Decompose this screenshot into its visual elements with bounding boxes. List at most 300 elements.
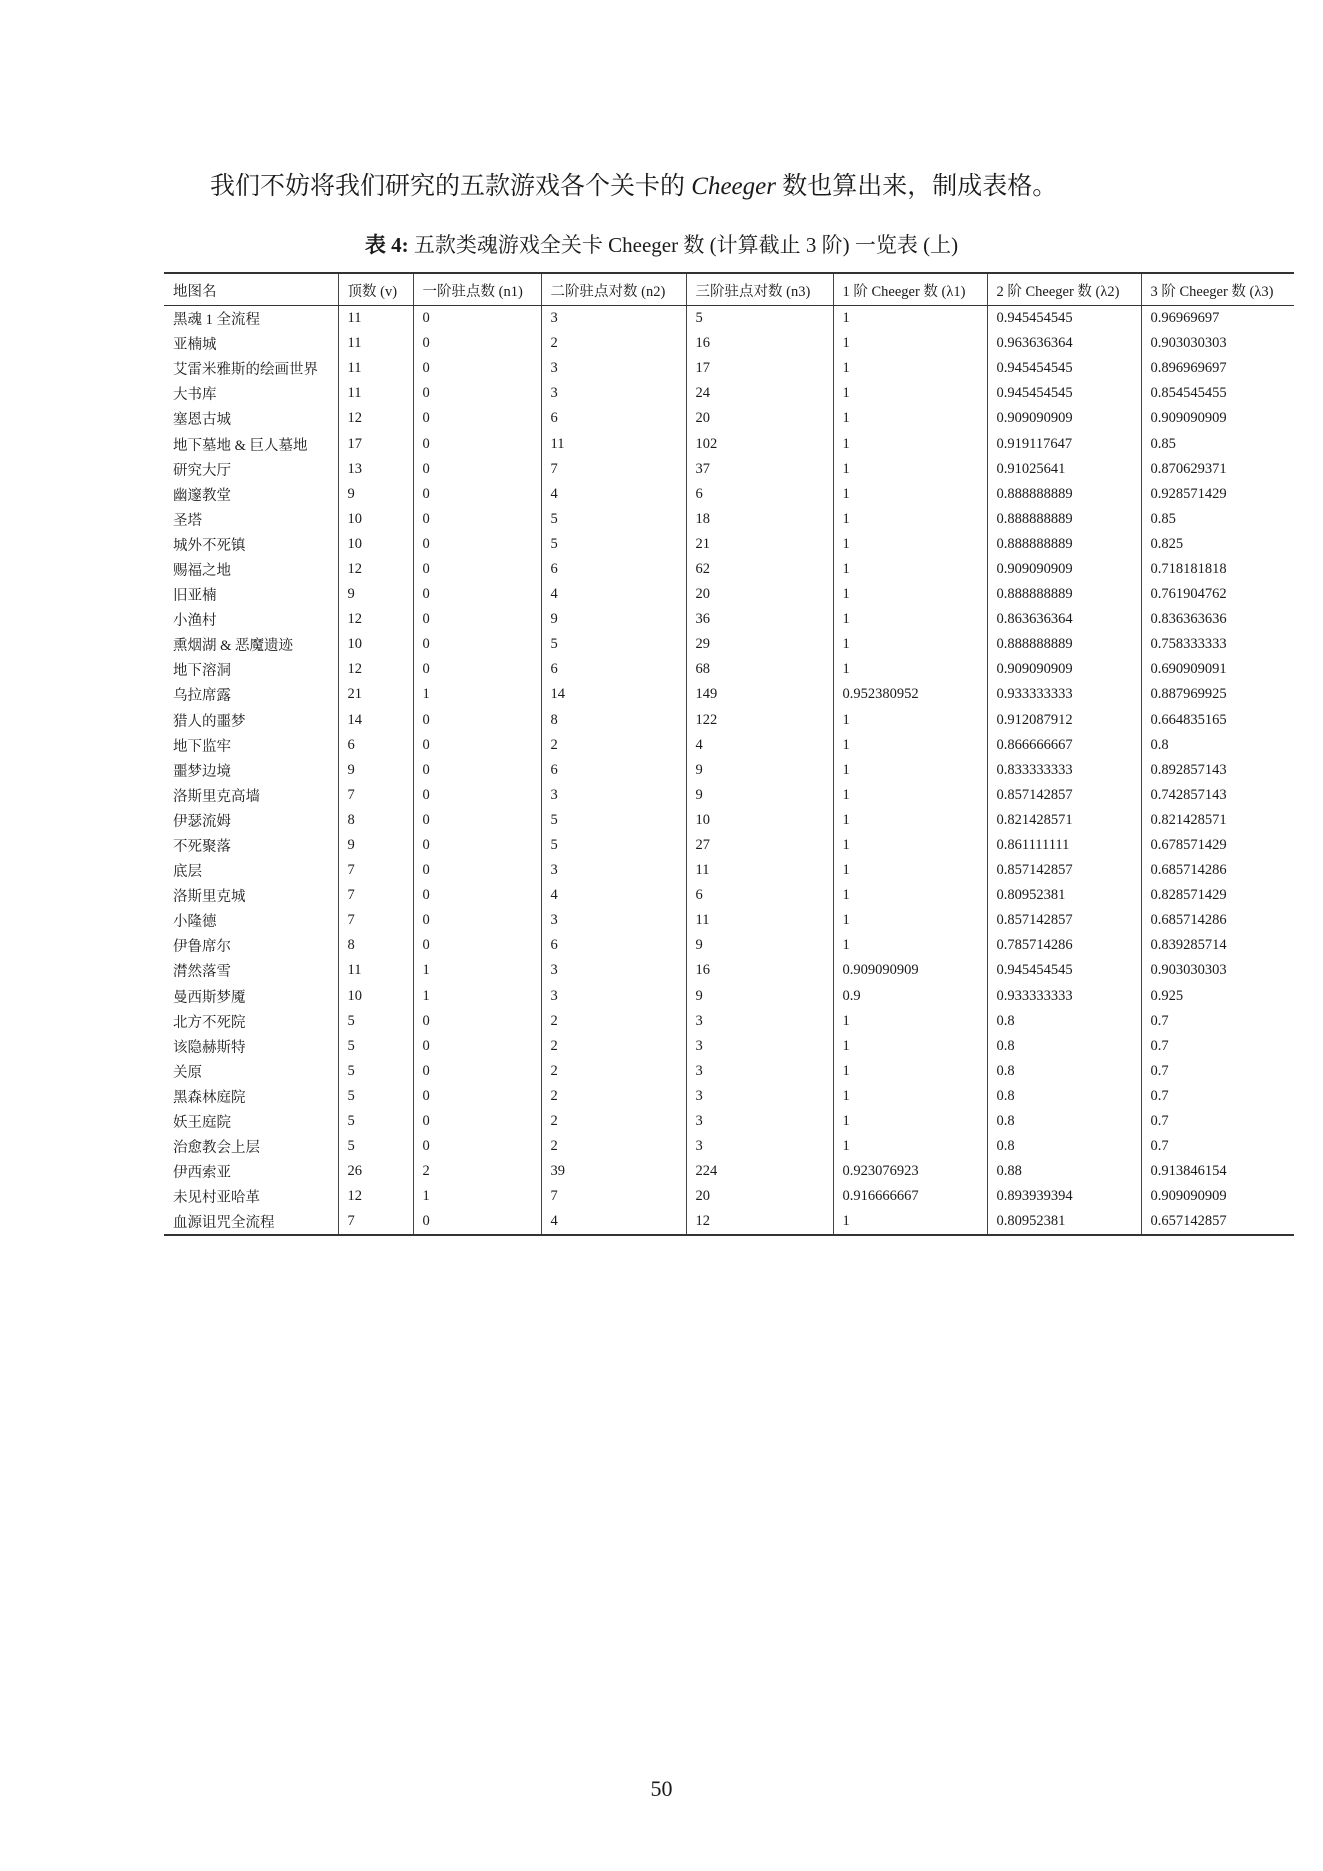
table-row	[164, 1009, 1294, 1034]
table-row	[164, 1059, 1294, 1084]
cell-lambda2: 0.866666667	[987, 733, 1141, 758]
cell-n3: 9	[686, 984, 833, 1009]
cell-lambda2: 0.912087912	[987, 708, 1141, 733]
cell-lambda3: 0.758333333	[1141, 632, 1294, 657]
cell-lambda1: 1	[833, 758, 987, 783]
cell-lambda1: 1	[833, 883, 987, 908]
cell-n2: 39	[541, 1159, 686, 1184]
cell-lambda1: 1	[833, 833, 987, 858]
cell-lambda1: 1	[833, 457, 987, 482]
table-row	[164, 783, 1294, 808]
cell-map-name: 熏烟湖 & 恶魔遗迹	[173, 638, 294, 655]
cell-lambda3: 0.892857143	[1141, 758, 1294, 783]
cell-map-name: 小渔村	[173, 613, 217, 630]
intro-term: Cheeger	[691, 173, 776, 200]
cell-map-name: 噩梦边境	[173, 763, 231, 780]
cell-n3: 12	[686, 1209, 833, 1235]
cell-n2: 2	[541, 1034, 686, 1059]
cell-lambda2: 0.833333333	[987, 758, 1141, 783]
cell-vertex-count: 9	[338, 582, 413, 607]
cell-n3: 27	[686, 833, 833, 858]
cell-lambda3: 0.96969697	[1141, 306, 1294, 332]
cell-n2: 4	[541, 482, 686, 507]
table-caption-text: 五款类魂游戏全关卡 Cheeger 数 (计算截止 3 阶) 一览表 (上)	[408, 233, 959, 257]
cell-lambda2: 0.963636364	[987, 331, 1141, 356]
cell-vertex-count: 14	[338, 708, 413, 733]
cell-map-name: 曼西斯梦魇	[173, 989, 246, 1006]
cell-lambda1: 1	[833, 356, 987, 381]
cell-map-name: 该隐赫斯特	[173, 1039, 246, 1056]
cell-n1: 0	[413, 783, 541, 808]
cell-vertex-count: 12	[338, 607, 413, 632]
cell-vertex-count: 11	[338, 306, 413, 332]
cell-lambda3: 0.903030303	[1141, 958, 1294, 983]
cell-lambda1: 0.923076923	[833, 1159, 987, 1184]
cell-map-name: 黑魂 1 全流程	[173, 312, 260, 329]
cell-lambda1: 1	[833, 1209, 987, 1235]
cell-map-name: 伊鲁席尔	[173, 939, 231, 956]
cell-n3: 224	[686, 1159, 833, 1184]
cell-n1: 0	[413, 557, 541, 582]
table-row	[164, 482, 1294, 507]
table-row	[164, 833, 1294, 858]
table-row	[164, 431, 1294, 456]
cell-lambda1: 1	[833, 733, 987, 758]
cell-map-name: 赐福之地	[173, 562, 231, 579]
cell-vertex-count: 11	[338, 331, 413, 356]
cell-vertex-count: 6	[338, 733, 413, 758]
cell-vertex-count: 9	[338, 482, 413, 507]
cell-lambda2: 0.857142857	[987, 908, 1141, 933]
cell-n2: 14	[541, 682, 686, 707]
cell-n2: 7	[541, 1184, 686, 1209]
cell-lambda1: 1	[833, 632, 987, 657]
cell-n2: 2	[541, 1009, 686, 1034]
cell-lambda3: 0.7	[1141, 1059, 1294, 1084]
cell-n3: 3	[686, 1034, 833, 1059]
cell-n3: 3	[686, 1009, 833, 1034]
cell-lambda1: 1	[833, 557, 987, 582]
cell-lambda1: 1	[833, 406, 987, 431]
cell-lambda3: 0.7	[1141, 1009, 1294, 1034]
cell-lambda3: 0.839285714	[1141, 933, 1294, 958]
table-row	[164, 808, 1294, 833]
table-caption	[0, 230, 1323, 260]
cell-n2: 6	[541, 933, 686, 958]
cell-n3: 17	[686, 356, 833, 381]
cell-lambda3: 0.7	[1141, 1109, 1294, 1134]
cell-map-name: 关原	[173, 1064, 202, 1081]
cell-map-name: 研究大厅	[173, 462, 231, 479]
cell-lambda1: 1	[833, 908, 987, 933]
cell-lambda1: 0.9	[833, 984, 987, 1009]
cell-map-name: 伊瑟流姆	[173, 813, 231, 830]
cell-n1: 0	[413, 833, 541, 858]
cell-lambda2: 0.8	[987, 1009, 1141, 1034]
cell-vertex-count: 5	[338, 1059, 413, 1084]
cell-lambda3: 0.903030303	[1141, 331, 1294, 356]
cell-map-name: 不死聚落	[173, 839, 231, 856]
cell-n1: 0	[413, 1034, 541, 1059]
cell-n1: 0	[413, 733, 541, 758]
cell-lambda2: 0.945454545	[987, 958, 1141, 983]
cell-n2: 4	[541, 883, 686, 908]
cell-lambda2: 0.919117647	[987, 431, 1141, 456]
cell-n1: 0	[413, 1009, 541, 1034]
cell-lambda1: 1	[833, 381, 987, 406]
cell-lambda1: 1	[833, 808, 987, 833]
cell-map-name: 底层	[173, 864, 202, 881]
cell-vertex-count: 11	[338, 381, 413, 406]
cell-n3: 24	[686, 381, 833, 406]
cell-n1: 0	[413, 883, 541, 908]
header-cheeger-1: 1 阶 Cheeger 数 (λ1)	[833, 273, 987, 306]
cell-map-name: 妖王庭院	[173, 1115, 231, 1132]
cell-n1: 0	[413, 431, 541, 456]
cell-lambda1: 1	[833, 1009, 987, 1034]
cell-n2: 3	[541, 783, 686, 808]
cell-n3: 16	[686, 958, 833, 983]
cell-lambda1: 1	[833, 1034, 987, 1059]
cell-lambda2: 0.857142857	[987, 783, 1141, 808]
cell-n1: 0	[413, 1134, 541, 1159]
cell-n3: 10	[686, 808, 833, 833]
table-header-row	[164, 273, 1294, 306]
cell-n3: 3	[686, 1059, 833, 1084]
cell-lambda2: 0.80952381	[987, 1209, 1141, 1235]
cell-lambda1: 1	[833, 306, 987, 332]
cell-vertex-count: 7	[338, 908, 413, 933]
cell-lambda1: 1	[833, 858, 987, 883]
cell-n2: 5	[541, 532, 686, 557]
table-row	[164, 1209, 1294, 1235]
cell-n3: 102	[686, 431, 833, 456]
cell-map-name: 小隆德	[173, 914, 217, 931]
cell-vertex-count: 5	[338, 1084, 413, 1109]
table-row	[164, 381, 1294, 406]
cell-n3: 20	[686, 582, 833, 607]
cell-map-name: 艾雷米雅斯的绘画世界	[173, 362, 318, 379]
cell-n3: 5	[686, 306, 833, 332]
cell-n1: 0	[413, 933, 541, 958]
cell-lambda2: 0.821428571	[987, 808, 1141, 833]
cell-n1: 0	[413, 381, 541, 406]
table-row	[164, 557, 1294, 582]
cell-lambda3: 0.657142857	[1141, 1209, 1294, 1235]
cell-lambda2: 0.945454545	[987, 356, 1141, 381]
table-row	[164, 758, 1294, 783]
cell-lambda3: 0.828571429	[1141, 883, 1294, 908]
cell-lambda3: 0.887969925	[1141, 682, 1294, 707]
cell-lambda1: 1	[833, 708, 987, 733]
cell-map-name: 地下溶洞	[173, 663, 231, 680]
table-row	[164, 657, 1294, 682]
cell-n1: 2	[413, 1159, 541, 1184]
cell-lambda3: 0.913846154	[1141, 1159, 1294, 1184]
cell-n3: 6	[686, 883, 833, 908]
cell-vertex-count: 13	[338, 457, 413, 482]
cell-n3: 20	[686, 406, 833, 431]
cell-lambda2: 0.91025641	[987, 457, 1141, 482]
intro-paragraph	[210, 170, 1057, 204]
cell-lambda2: 0.863636364	[987, 607, 1141, 632]
cell-n2: 6	[541, 657, 686, 682]
cell-n3: 16	[686, 331, 833, 356]
cell-lambda1: 1	[833, 933, 987, 958]
table-row	[164, 883, 1294, 908]
cell-n1: 0	[413, 1209, 541, 1235]
table-row	[164, 406, 1294, 431]
cell-n1: 0	[413, 356, 541, 381]
cell-lambda1: 1	[833, 783, 987, 808]
cell-n2: 3	[541, 984, 686, 1009]
cell-lambda3: 0.870629371	[1141, 457, 1294, 482]
cell-lambda3: 0.821428571	[1141, 808, 1294, 833]
cell-n1: 0	[413, 808, 541, 833]
cell-vertex-count: 8	[338, 933, 413, 958]
cell-lambda2: 0.861111111	[987, 833, 1141, 858]
cell-map-name: 地下墓地 & 巨人墓地	[173, 437, 308, 454]
cell-n2: 11	[541, 431, 686, 456]
cell-n3: 68	[686, 657, 833, 682]
table-row	[164, 356, 1294, 381]
table-caption-label: 表 4:	[364, 233, 409, 257]
table-row	[164, 507, 1294, 532]
cell-n3: 9	[686, 933, 833, 958]
table-row	[164, 532, 1294, 557]
table-row	[164, 632, 1294, 657]
cell-vertex-count: 7	[338, 858, 413, 883]
cell-n1: 0	[413, 708, 541, 733]
cell-lambda1: 1	[833, 532, 987, 557]
cell-n2: 9	[541, 607, 686, 632]
cell-n1: 0	[413, 582, 541, 607]
cheeger-table	[164, 272, 1294, 1236]
cell-map-name: 大书库	[173, 387, 217, 404]
cell-n2: 5	[541, 833, 686, 858]
cell-n1: 0	[413, 457, 541, 482]
cell-n1: 0	[413, 908, 541, 933]
cell-n2: 2	[541, 1134, 686, 1159]
cell-lambda3: 0.690909091	[1141, 657, 1294, 682]
table-row	[164, 682, 1294, 707]
cell-lambda3: 0.7	[1141, 1084, 1294, 1109]
cell-map-name: 塞恩古城	[173, 412, 231, 429]
cell-lambda2: 0.888888889	[987, 632, 1141, 657]
cell-n2: 6	[541, 758, 686, 783]
cell-n2: 5	[541, 507, 686, 532]
cell-n3: 149	[686, 682, 833, 707]
cell-lambda1: 1	[833, 582, 987, 607]
cell-lambda2: 0.8	[987, 1134, 1141, 1159]
cell-n3: 4	[686, 733, 833, 758]
cell-map-name: 潸然落雪	[173, 964, 231, 981]
cell-lambda3: 0.664835165	[1141, 708, 1294, 733]
cell-n1: 0	[413, 1109, 541, 1134]
cell-lambda3: 0.718181818	[1141, 557, 1294, 582]
table-row	[164, 1134, 1294, 1159]
cell-n2: 2	[541, 1059, 686, 1084]
table-row	[164, 908, 1294, 933]
table-row	[164, 933, 1294, 958]
header-first-order-stationary: 一阶驻点数 (n1)	[413, 273, 541, 306]
cell-vertex-count: 11	[338, 356, 413, 381]
cell-vertex-count: 12	[338, 1184, 413, 1209]
table-row	[164, 958, 1294, 983]
cell-lambda3: 0.85	[1141, 431, 1294, 456]
table-row	[164, 457, 1294, 482]
cell-n3: 21	[686, 532, 833, 557]
cell-n3: 29	[686, 632, 833, 657]
intro-text-before: 我们不妨将我们研究的五款游戏各个关卡的	[210, 173, 692, 200]
cell-n1: 0	[413, 507, 541, 532]
cell-lambda3: 0.761904762	[1141, 582, 1294, 607]
cell-n1: 1	[413, 682, 541, 707]
cell-vertex-count: 9	[338, 758, 413, 783]
cell-vertex-count: 5	[338, 1034, 413, 1059]
table-row	[164, 1159, 1294, 1184]
cell-lambda3: 0.742857143	[1141, 783, 1294, 808]
cell-n3: 20	[686, 1184, 833, 1209]
cell-lambda2: 0.785714286	[987, 933, 1141, 958]
cell-lambda2: 0.888888889	[987, 482, 1141, 507]
cell-lambda3: 0.7	[1141, 1134, 1294, 1159]
cell-lambda3: 0.836363636	[1141, 607, 1294, 632]
cell-n2: 6	[541, 406, 686, 431]
cell-lambda3: 0.685714286	[1141, 908, 1294, 933]
cell-n2: 8	[541, 708, 686, 733]
cell-lambda1: 1	[833, 657, 987, 682]
cell-map-name: 乌拉席露	[173, 688, 231, 705]
table-row	[164, 708, 1294, 733]
intro-text-after: 数也算出来，制成表格。	[775, 173, 1058, 200]
cell-n2: 3	[541, 958, 686, 983]
table-row	[164, 1184, 1294, 1209]
cell-lambda1: 1	[833, 331, 987, 356]
cell-lambda3: 0.825	[1141, 532, 1294, 557]
cell-n3: 37	[686, 457, 833, 482]
cell-vertex-count: 10	[338, 632, 413, 657]
cell-lambda2: 0.888888889	[987, 532, 1141, 557]
cell-n3: 18	[686, 507, 833, 532]
cell-lambda2: 0.888888889	[987, 582, 1141, 607]
cell-lambda3: 0.909090909	[1141, 1184, 1294, 1209]
cell-vertex-count: 11	[338, 958, 413, 983]
header-cheeger-2: 2 阶 Cheeger 数 (λ2)	[987, 273, 1141, 306]
cell-lambda2: 0.909090909	[987, 406, 1141, 431]
cell-lambda1: 1	[833, 1059, 987, 1084]
cell-lambda1: 1	[833, 1134, 987, 1159]
cell-n2: 4	[541, 1209, 686, 1235]
cell-n2: 2	[541, 1109, 686, 1134]
cell-n1: 0	[413, 306, 541, 332]
cell-vertex-count: 10	[338, 984, 413, 1009]
cell-lambda1: 0.909090909	[833, 958, 987, 983]
table-row	[164, 331, 1294, 356]
cell-vertex-count: 10	[338, 507, 413, 532]
cell-n3: 36	[686, 607, 833, 632]
cell-vertex-count: 17	[338, 431, 413, 456]
cell-lambda3: 0.896969697	[1141, 356, 1294, 381]
cell-vertex-count: 5	[338, 1109, 413, 1134]
cell-n1: 0	[413, 607, 541, 632]
cell-n2: 7	[541, 457, 686, 482]
cell-n2: 3	[541, 356, 686, 381]
cell-map-name: 血源诅咒全流程	[173, 1215, 275, 1232]
cell-lambda1: 1	[833, 431, 987, 456]
cell-map-name: 洛斯里克城	[173, 889, 246, 906]
cell-map-name: 城外不死镇	[173, 537, 246, 554]
cell-lambda1: 1	[833, 1084, 987, 1109]
cell-lambda3: 0.909090909	[1141, 406, 1294, 431]
cell-lambda2: 0.8	[987, 1034, 1141, 1059]
cell-n1: 0	[413, 632, 541, 657]
cell-n2: 2	[541, 1084, 686, 1109]
cell-lambda1: 1	[833, 507, 987, 532]
cell-vertex-count: 12	[338, 657, 413, 682]
cell-n1: 1	[413, 984, 541, 1009]
header-cheeger-3: 3 阶 Cheeger 数 (λ3)	[1141, 273, 1294, 306]
cell-vertex-count: 21	[338, 682, 413, 707]
cell-lambda1: 0.952380952	[833, 682, 987, 707]
cell-map-name: 北方不死院	[173, 1014, 246, 1031]
cell-vertex-count: 7	[338, 1209, 413, 1235]
cell-n3: 3	[686, 1084, 833, 1109]
cell-map-name: 圣塔	[173, 512, 202, 529]
table-row	[164, 306, 1294, 332]
cell-vertex-count: 12	[338, 406, 413, 431]
cell-n1: 0	[413, 657, 541, 682]
cell-lambda2: 0.8	[987, 1084, 1141, 1109]
cell-lambda1: 1	[833, 1109, 987, 1134]
cell-lambda2: 0.88	[987, 1159, 1141, 1184]
cell-map-name: 旧亚楠	[173, 588, 217, 605]
cell-n1: 0	[413, 1084, 541, 1109]
header-third-order-pairs: 三阶驻点对数 (n3)	[686, 273, 833, 306]
cell-n1: 0	[413, 482, 541, 507]
cell-lambda2: 0.945454545	[987, 306, 1141, 332]
cell-map-name: 洛斯里克高墙	[173, 788, 260, 805]
cell-n3: 11	[686, 858, 833, 883]
table-row	[164, 582, 1294, 607]
cell-map-name: 黑森林庭院	[173, 1089, 246, 1106]
cell-lambda2: 0.80952381	[987, 883, 1141, 908]
cell-n3: 3	[686, 1134, 833, 1159]
cell-lambda3: 0.678571429	[1141, 833, 1294, 858]
cell-lambda2: 0.909090909	[987, 657, 1141, 682]
cell-lambda1: 1	[833, 482, 987, 507]
cell-lambda3: 0.925	[1141, 984, 1294, 1009]
cell-lambda1: 0.916666667	[833, 1184, 987, 1209]
cell-n3: 62	[686, 557, 833, 582]
table-row	[164, 1034, 1294, 1059]
cell-n3: 11	[686, 908, 833, 933]
cell-vertex-count: 8	[338, 808, 413, 833]
cell-lambda2: 0.857142857	[987, 858, 1141, 883]
cell-n2: 2	[541, 733, 686, 758]
cell-lambda3: 0.85	[1141, 507, 1294, 532]
cell-n3: 122	[686, 708, 833, 733]
cell-lambda2: 0.933333333	[987, 682, 1141, 707]
cell-map-name: 伊西索亚	[173, 1165, 231, 1182]
cell-n2: 6	[541, 557, 686, 582]
cell-lambda2: 0.945454545	[987, 381, 1141, 406]
cell-vertex-count: 26	[338, 1159, 413, 1184]
cell-lambda2: 0.888888889	[987, 507, 1141, 532]
cell-n2: 5	[541, 808, 686, 833]
cell-n2: 4	[541, 582, 686, 607]
cell-n2: 3	[541, 381, 686, 406]
